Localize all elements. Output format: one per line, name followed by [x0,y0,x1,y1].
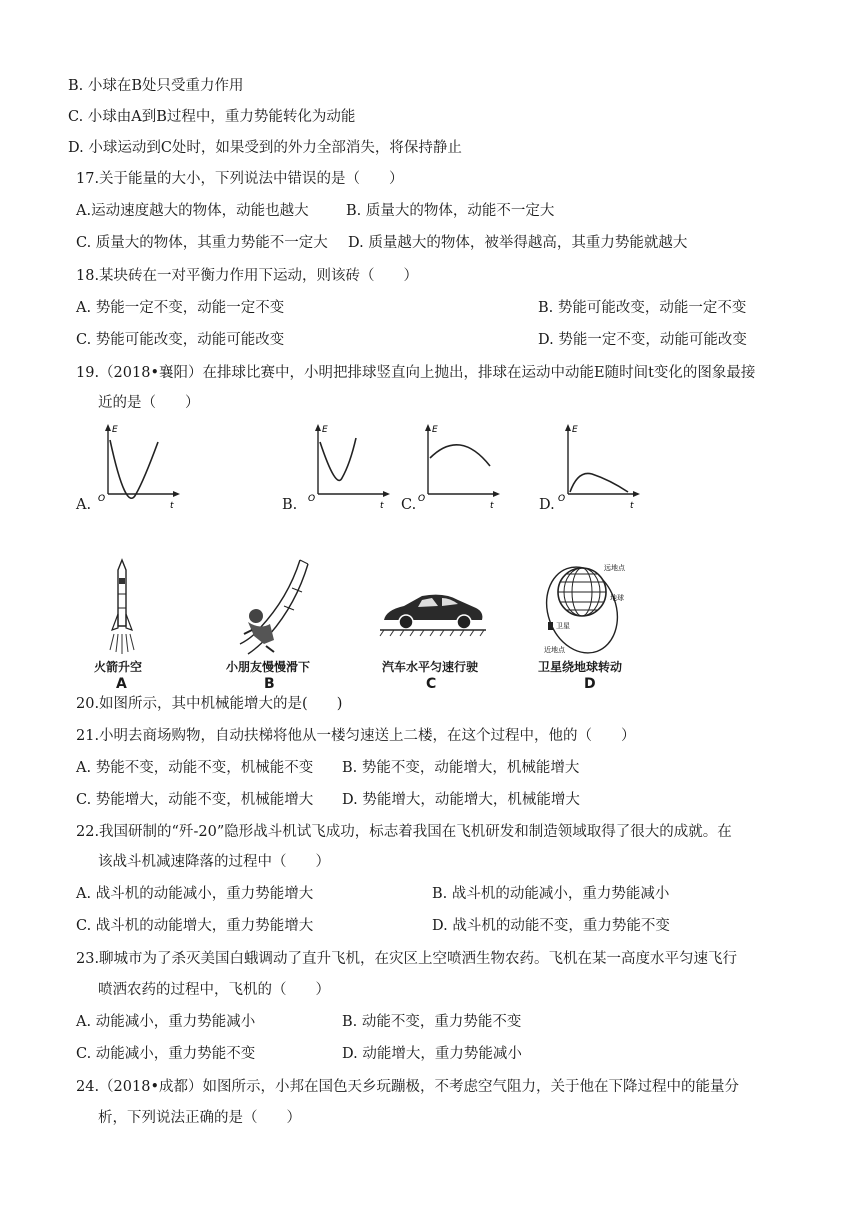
q17-option-c: C. 质量大的物体，其重力势能不一定大 [76,235,328,251]
q22-option-a: A. 战斗机的动能减小，重力势能增大 [76,886,314,902]
q20-caption-d: 卫星绕地球转动 [538,660,623,674]
rocket-picture [104,558,140,658]
q22-option-c: C. 战斗机的动能增大，重力势能增大 [76,918,314,934]
satellite-label: 卫星 [556,622,570,630]
far-point-label: 远地点 [604,564,625,572]
q23-stem-line2: 喷洒农药的过程中，飞机的（ ） [98,982,330,998]
q19-graph-b [306,422,392,511]
axis-e-label: E [572,425,578,435]
car-picture [378,558,488,658]
q18-option-c: C. 势能可能改变，动能可能改变 [76,332,285,348]
q23-option-d: D. 动能增大，重力势能减小 [342,1046,522,1062]
near-point-label: 近地点 [544,646,565,654]
q19-label-d: D. [539,497,555,513]
slide-picture [230,558,310,658]
q23-option-c: C. 动能减小，重力势能不变 [76,1046,256,1062]
axis-t-label: t [170,501,174,511]
q19-label-a: A. [76,497,92,513]
q21-option-a: A. 势能不变，动能不变，机械能不变 [76,760,314,776]
q22-stem-line1: 22.我国研制的“歼-20”隐形战斗机试飞成功，标志着我国在飞机研发和制造领域取得了很大的成就。在 [76,824,732,840]
earth-label: 地球 [610,594,624,602]
q21-option-c: C. 势能增大，动能不变，机械能增大 [76,792,314,808]
axis-t-label: t [630,501,634,511]
q16-option-b: B. 小球在B处只受重力作用 [68,78,244,94]
q17-option-b: B. 质量大的物体，动能不一定大 [346,203,555,219]
origin-label: O [418,494,426,504]
q23-stem-line1: 23.聊城市为了杀灭美国白蛾调动了直升飞机，在灾区上空喷洒生物农药。飞机在某一高度水平匀速飞行 [76,951,738,967]
q18-stem: 18.某块砖在一对平衡力作用下运动，则该砖（ ） [76,268,419,284]
q22-option-d: D. 战斗机的动能不变，重力势能不变 [432,918,670,934]
q19-stem-line2: 近的是（ ） [98,395,200,411]
q20-caption-c: 汽车水平匀速行驶 [382,660,479,674]
q20-caption-b: 小朋友慢慢滑下 [226,660,311,674]
satellite-earth-picture [532,558,642,658]
q20-letter-d: D [584,676,596,692]
q17-option-d: D. 质量越大的物体，被举得越高，其重力势能就越大 [348,235,688,251]
axis-e-label: E [112,425,118,435]
q19-graph-a [96,422,182,511]
q20-stem: 20.如图所示，其中机械能增大的是( ) [76,696,343,712]
q20-caption-a: 火箭升空 [94,660,143,674]
axis-e-label: E [432,425,438,435]
q21-option-b: B. 势能不变，动能增大，机械能增大 [342,760,580,776]
q16-option-d: D. 小球运动到C处时，如果受到的外力全部消失，将保持静止 [68,140,462,156]
q17-stem: 17.关于能量的大小，下列说法中错误的是（ ） [76,171,404,187]
origin-label: O [98,494,106,504]
q20-letter-a: A [116,676,127,692]
q19-label-c: C. [401,497,417,513]
axis-t-label: t [380,501,384,511]
q19-graph-c [416,422,502,511]
q20-letter-b: B [264,676,275,692]
q17-option-a: A.运动速度越大的物体，动能也越大 [76,203,309,219]
q24-stem-line1: 24.（2018•成都）如图所示，小邦在国色天乡玩蹦极，不考虑空气阻力，关于他在下降过程中的能量分 [76,1079,740,1095]
q21-stem: 21.小明去商场购物，自动扶梯将他从一楼匀速送上二楼，在这个过程中，他的（ ） [76,728,636,744]
q20-letter-c: C [426,676,437,692]
q24-stem-line2: 析，下列说法正确的是（ ） [98,1110,301,1126]
q18-option-d: D. 势能一定不变，动能可能改变 [538,332,747,348]
q18-option-b: B. 势能可能改变，动能一定不变 [538,300,747,316]
q16-option-c: C. 小球由A到B过程中，重力势能转化为动能 [68,109,356,125]
q19-stem-line1: 19.（2018•襄阳）在排球比赛中，小明把排球竖直向上抛出，排球在运动中动能E随时间t变化的图象最接 [76,365,756,381]
q19-graph-d [556,422,642,511]
q23-option-b: B. 动能不变，重力势能不变 [342,1014,522,1030]
origin-label: O [558,494,566,504]
q22-stem-line2: 该战斗机减速降落的过程中（ ） [98,854,330,870]
axis-e-label: E [322,425,328,435]
axis-t-label: t [490,501,494,511]
q18-option-a: A. 势能一定不变，动能一定不变 [76,300,285,316]
q23-option-a: A. 动能减小，重力势能减小 [76,1014,256,1030]
q19-label-b: B. [282,497,298,513]
q22-option-b: B. 战斗机的动能减小，重力势能减小 [432,886,670,902]
q21-option-d: D. 势能增大，动能增大，机械能增大 [342,792,580,808]
origin-label: O [308,494,316,504]
